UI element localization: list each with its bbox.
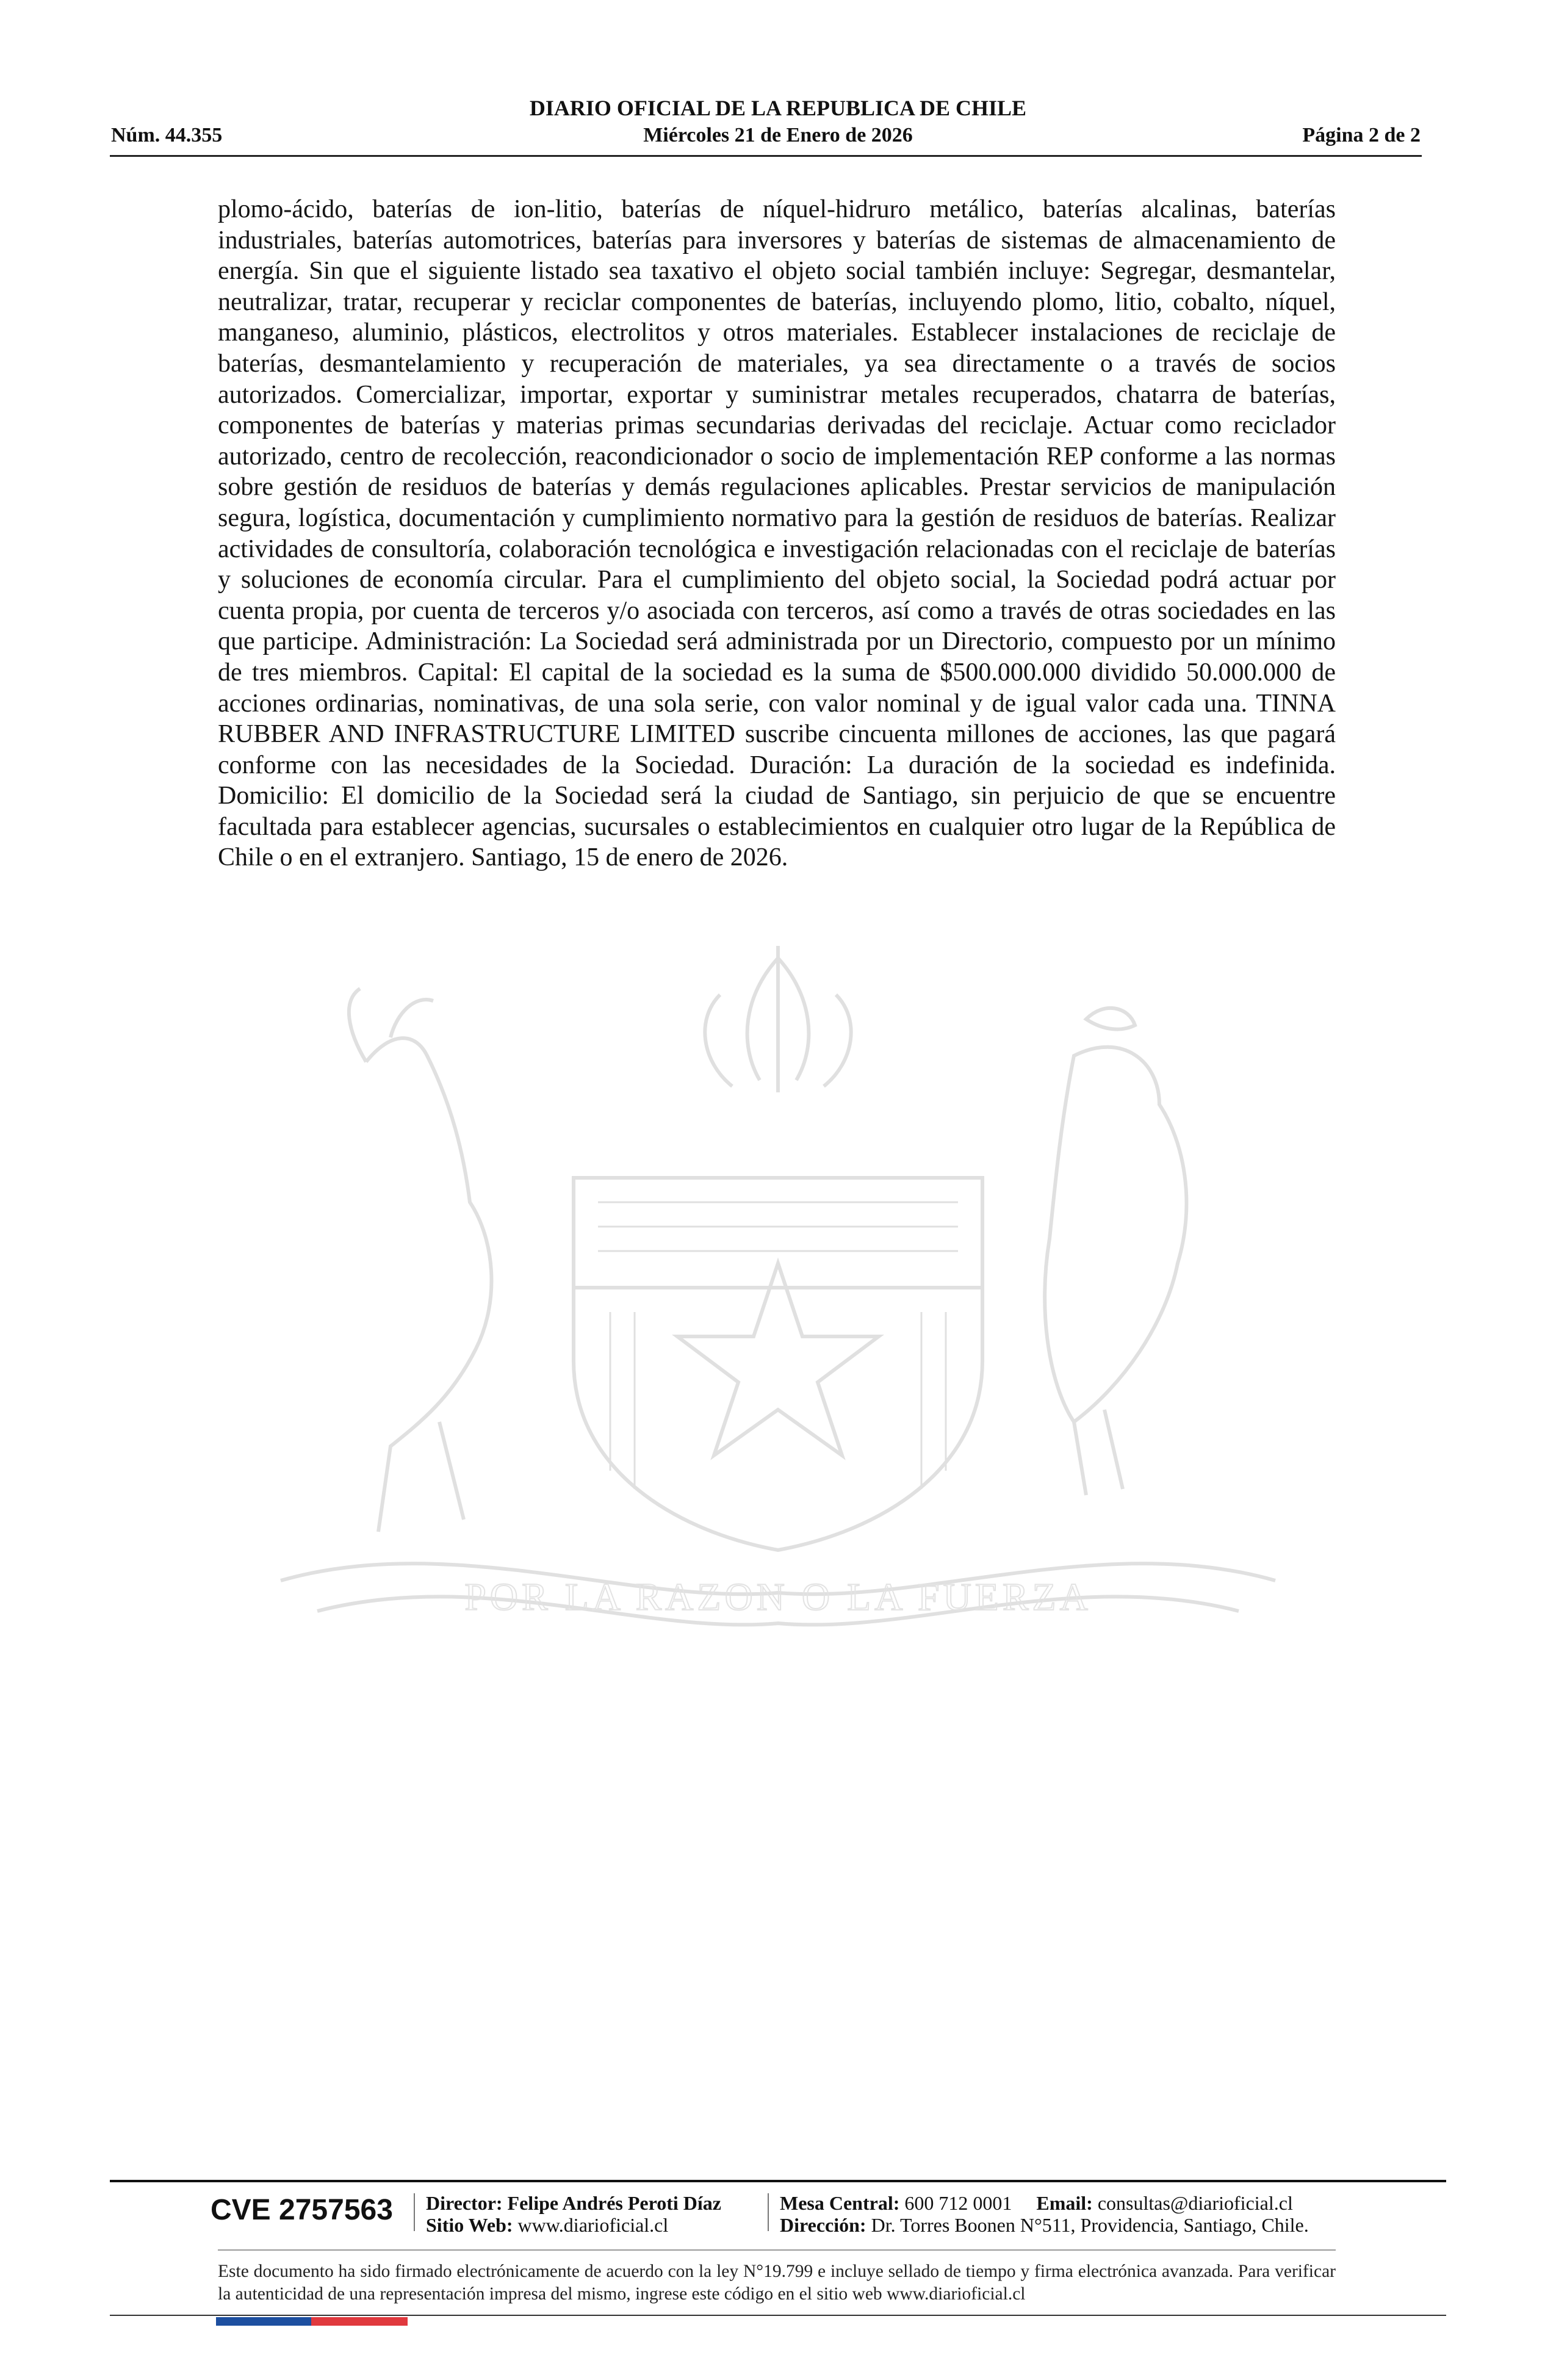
legal-notice: Este documento ha sido firmado electrónicamente de acuerdo con la ley N°19.799 e incluye sellado de tiempo y firma electrónica avanzada. Para verificar la autenticidad de una representación impresa del mismo, ingrese este código en el sitio web www.diarioficial.cl xyxy=(218,2262,1336,2304)
mesa-phone: 600 712 0001 xyxy=(904,2192,1012,2214)
director-label: Director: xyxy=(426,2192,503,2214)
footer-contact-block xyxy=(780,2192,1309,2236)
footer-divider xyxy=(414,2193,415,2231)
issue-date: Miércoles 21 de Enero de 2026 xyxy=(643,124,913,146)
site-link[interactable]: www.diarioficial.cl xyxy=(517,2214,669,2236)
site-label: Sitio Web: xyxy=(426,2214,513,2236)
flag-stripe-blue xyxy=(216,2317,311,2326)
coat-of-arms-watermark xyxy=(207,921,1349,1672)
footer-top-rule xyxy=(110,2180,1446,2182)
email-label: Email: xyxy=(1036,2192,1093,2214)
header-divider xyxy=(110,155,1422,157)
issue-number: Núm. 44.355 xyxy=(111,124,223,146)
footer-director-block xyxy=(426,2192,721,2236)
footer-bottom-rule xyxy=(110,2315,1446,2316)
footer-divider xyxy=(768,2193,769,2231)
footer-separator xyxy=(218,2249,1336,2251)
flag-stripe-red xyxy=(311,2317,408,2326)
direccion-value: Dr. Torres Boonen N°511, Providencia, Santiago, Chile. xyxy=(871,2214,1309,2236)
page-number: Página 2 de 2 xyxy=(1302,124,1421,146)
article-body: plomo-ácido, baterías de ion-litio, baterías de níquel-hidruro metálico, baterías alcalinas, baterías industriales, baterías automotrices, baterías para inversores y baterías de sistemas de almacenamiento de energía. Sin que el siguiente listado sea taxativo el objeto social también incluye: Segregar, desmantelar, neutralizar, tratar, recuperar y reciclar componentes de baterías, incluyendo plomo, litio, cobalto, níquel, manganeso, aluminio, plásticos, electrolitos y otros materiales. Establecer instalaciones de reciclaje de baterías, desmantelamiento y recuperación de materiales, ya sea directamente o a través de socios autorizados. Comercializar, importar, exportar y suministrar metales recuperados, chatarra de baterías, componentes de baterías y materias primas secundarias derivadas del reciclaje. Actuar como reciclador autorizado, centro de recolección, reacondicionador o socio de implementación REP conforme a las normas sobre gestión de residuos de baterías y demás regulaciones aplicables. Prestar servicios de manipulación segura, logística, documentación y cumplimiento normativo para la gestión de residuos de baterías. Realizar actividades de consultoría, colaboración tecnológica e investigación relacionadas con el reciclaje de baterías y soluciones de economía circular. Para el cumplimiento del objeto social, la Sociedad podrá actuar por cuenta propia, por cuenta de terceros y/o asociada con terceros, así como a través de otras sociedades en las que participe. Administración: La Sociedad será administrada por un Directorio, compuesto por un mínimo de tres miembros. Capital: El capital de la sociedad es la suma de $500.000.000 dividido 50.000.000 de acciones ordinarias, nominativas, de una sola serie, con valor nominal y de igual valor cada una. TINNA RUBBER AND INFRASTRUCTURE LIMITED suscribe cincuenta millones de acciones, las que pagará conforme con las necesidades de la Sociedad. Duración: La duración de la sociedad es indefinida. Domicilio: El domicilio de la Sociedad será la ciudad de Santiago, sin perjuicio de que se encuentre facultada para establecer agencias, sucursales o establecimientos en cualquier otro lugar de la República de Chile o en el extranjero. Santiago, 15 de enero de 2026. xyxy=(218,195,1336,872)
mesa-label: Mesa Central: xyxy=(780,2192,900,2214)
publication-title: DIARIO OFICIAL DE LA REPUBLICA DE CHILE xyxy=(529,96,1027,120)
direccion-label: Dirección: xyxy=(780,2214,866,2236)
cve-code: CVE 2757563 xyxy=(211,2194,393,2226)
email-link[interactable]: consultas@diarioficial.cl xyxy=(1097,2192,1293,2214)
watermark-motto: POR LA RAZON O LA FUERZA xyxy=(464,1575,1092,1618)
director-name: Felipe Andrés Peroti Díaz xyxy=(507,2192,721,2214)
